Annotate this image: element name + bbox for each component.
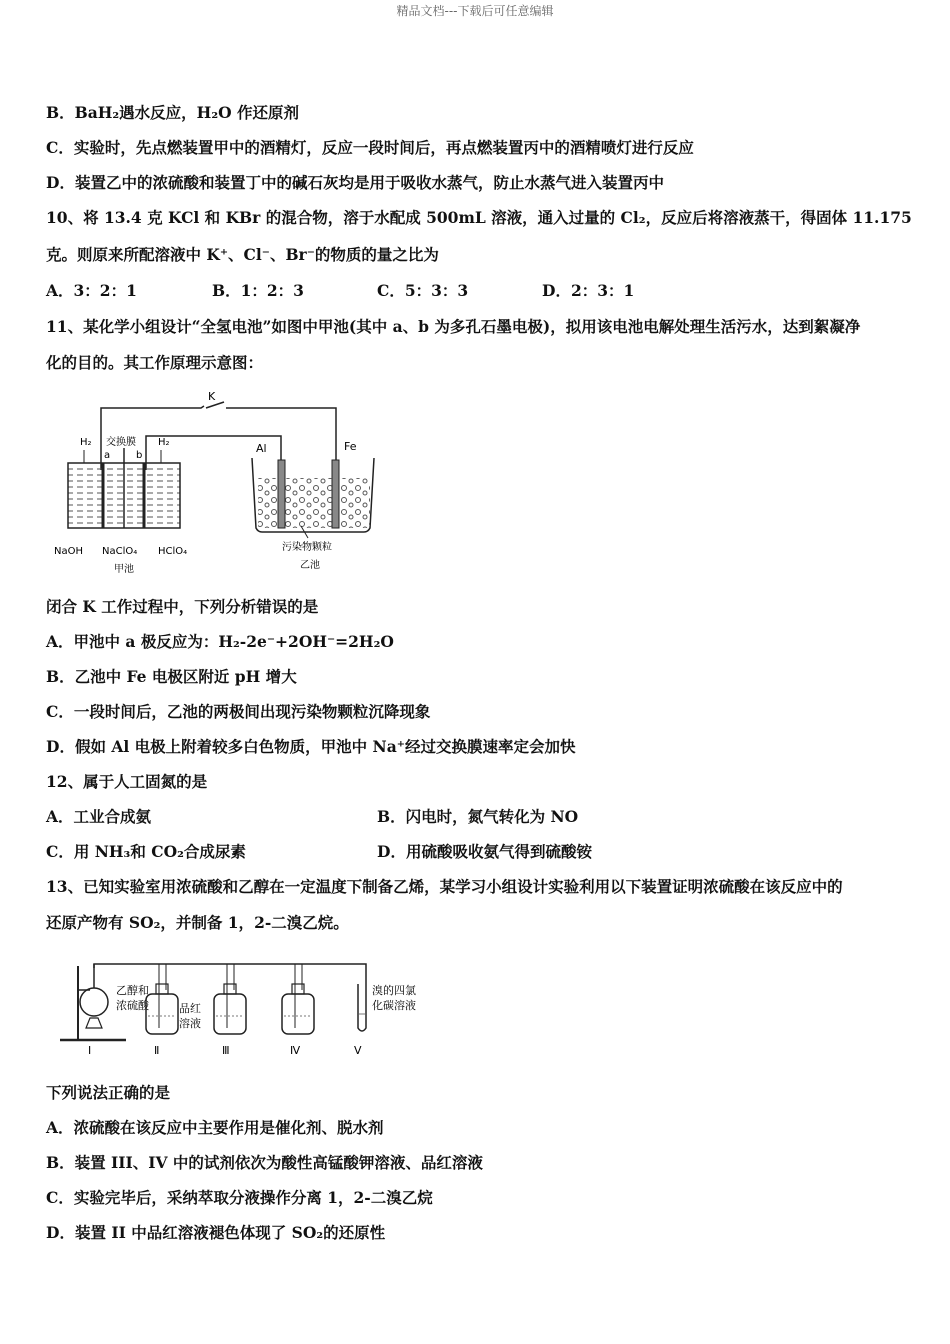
bottle-4 <box>282 994 314 1034</box>
q12-stem: 12、属于人工固氮的是 <box>46 772 208 791</box>
q11-option-c: C．一段时间后，乙池的两极间出现污染物颗粒沉降现象 <box>46 702 431 721</box>
bromine-label-1: 溴的四氯 <box>372 984 416 997</box>
apparatus-5-label: Ⅴ <box>354 1044 362 1057</box>
q10-stem-line1: 10、将 13.4 克 KCl 和 KBr 的混合物，溶于水配成 500mL 溶液，通入过量的 Cl₂，反应后将溶液蒸干，得固体 11.175 <box>46 208 912 227</box>
test-tube-5 <box>358 984 366 1031</box>
naoh-label: NaOH <box>54 546 83 557</box>
ethylene-apparatus-diagram <box>46 954 436 1060</box>
h2-right-label: H₂ <box>158 437 170 448</box>
q12-option-a: A．工业合成氨 <box>46 807 152 826</box>
q11-option-b: B．乙池中 Fe 电极区附近 pH 增大 <box>46 667 297 686</box>
q13-option-d: D．装置 II 中品红溶液褪色体现了 SO₂的还原性 <box>46 1223 386 1242</box>
q11-stem-line1: 11、某化学小组设计“全氢电池”如图中甲池(其中 a、b 为多孔石墨电极)，拟用该电池电解处理生活污水，达到絮凝净 <box>46 317 861 336</box>
q10-option-a: A．3：2：1 <box>46 281 137 300</box>
q13-stem-line1: 13、已知实验室用浓硫酸和乙醇在一定温度下制备乙烯，某学习小组设计实验利用以下装置证明浓硫酸在该反应中的 <box>46 877 843 896</box>
q9-option-c: C．实验时，先点燃装置甲中的酒精灯，反应一段时间后，再点燃装置丙中的酒精喷灯进行反应 <box>46 138 694 157</box>
page-header: 精品文档---下载后可任意编辑 <box>396 4 554 18</box>
h2-left-label: H₂ <box>80 437 92 448</box>
electrode-al <box>278 460 285 528</box>
membrane-label: 交换膜 <box>106 437 136 448</box>
q13-option-a: A．浓硫酸在该反应中主要作用是催化剂、脱水剂 <box>46 1118 384 1137</box>
cell-1-label: 甲池 <box>114 564 134 575</box>
apparatus-4-label: Ⅳ <box>290 1044 301 1057</box>
apparatus-3-label: Ⅲ <box>222 1044 230 1057</box>
q9-option-d: D．装置乙中的浓硫酸和装置丁中的碱石灰均是用于吸收水蒸气，防止水蒸气进入装置丙中 <box>46 173 664 192</box>
q11-prompt: 闭合 K 工作过程中，下列分析错误的是 <box>46 597 319 616</box>
bottle-3 <box>214 994 246 1034</box>
q10-stem-line2: 克。则原来所配溶液中 K⁺、Cl⁻、Br⁻的物质的量之比为 <box>46 245 439 264</box>
q10-option-c: C．5：3：3 <box>377 281 469 300</box>
reagent-label-1: 乙醇和 <box>116 984 149 997</box>
reagent-label-2: 浓硫酸 <box>116 999 149 1012</box>
q10-option-d: D．2：3：1 <box>542 281 635 300</box>
pollutant-label: 污染物颗粒 <box>282 542 332 553</box>
pinhong-label-1: 品红 <box>179 1002 201 1015</box>
q11-option-a: A．甲池中 a 极反应为：H₂-2e⁻+2OH⁻=2H₂O <box>46 632 394 651</box>
q12-option-c: C．用 NH₃和 CO₂合成尿素 <box>46 842 246 861</box>
flask-1 <box>80 988 108 1016</box>
q13-option-c: C．实验完毕后，采纳萃取分液操作分离 1，2-二溴乙烷 <box>46 1188 433 1207</box>
hydrogen-cell-diagram <box>46 388 406 580</box>
cell-2-label: 乙池 <box>300 560 320 571</box>
q13-option-b: B．装置 III、IV 中的试剂依次为酸性高锰酸钾溶液、品红溶液 <box>46 1153 483 1172</box>
q10-option-b: B．1：2：3 <box>212 281 304 300</box>
electrode-b-label: b <box>136 450 143 461</box>
bromine-label-2: 化碳溶液 <box>372 999 416 1012</box>
naclo4-label: NaClO₄ <box>102 546 138 557</box>
q9-option-b: B．BaH₂遇水反应，H₂O 作还原剂 <box>46 103 300 122</box>
electrode-a-label: a <box>104 450 111 461</box>
bottle-2 <box>146 994 178 1034</box>
fe-label: Fe <box>344 440 357 453</box>
hclo4-label: HClO₄ <box>158 546 188 557</box>
q11-stem-line2: 化的目的。其工作原理示意图： <box>46 353 264 372</box>
apparatus-2-label: Ⅱ <box>154 1044 160 1057</box>
al-label: Al <box>256 442 267 455</box>
switch-label: K <box>208 390 216 403</box>
electrode-fe <box>332 460 339 528</box>
apparatus-1-label: Ⅰ <box>88 1044 92 1057</box>
q12-option-d: D．用硫酸吸收氨气得到硫酸铵 <box>377 842 592 861</box>
q13-prompt: 下列说法正确的是 <box>46 1083 171 1102</box>
q12-option-b: B．闪电时，氮气转化为 NO <box>377 807 579 826</box>
q11-option-d: D．假如 Al 电极上附着较多白色物质，甲池中 Na⁺经过交换膜速率定会加快 <box>46 737 576 756</box>
q13-stem-line2: 还原产物有 SO₂，并制备 1，2-二溴乙烷。 <box>46 913 349 932</box>
pinhong-label-2: 溶液 <box>179 1017 201 1030</box>
